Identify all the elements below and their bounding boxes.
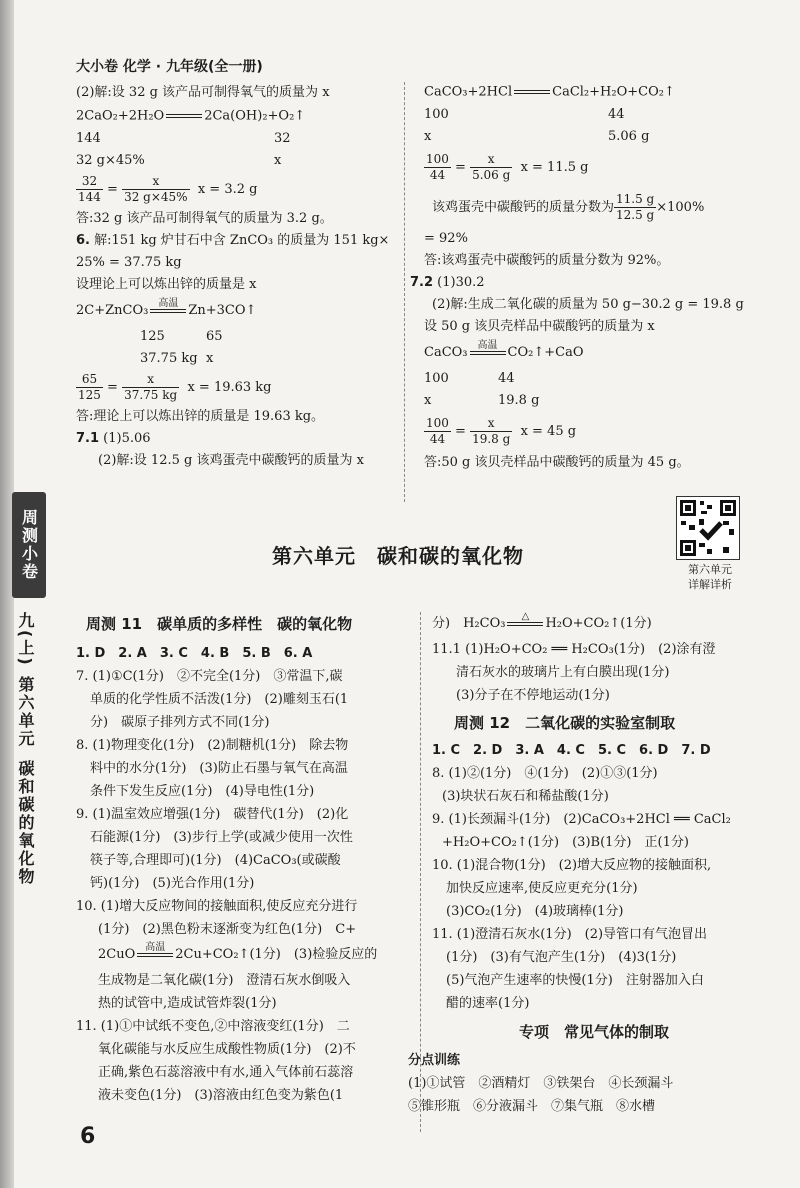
column-divider — [404, 82, 405, 502]
answer-line: 条件下发生反应(1分) (4)导电性(1分) — [90, 784, 315, 799]
answer-line: (5)气泡产生速率的快慢(1分) 注射器加入白 — [446, 973, 704, 988]
molar-mass-1: 100 — [424, 371, 449, 386]
qr-code-icon[interactable] — [676, 496, 740, 560]
q7-1 — [76, 428, 394, 450]
equals-sign — [150, 299, 186, 323]
answer-line: 料中的水分(1分) (3)防止石墨与氧气在高温 — [90, 761, 348, 776]
page-number: 6 — [80, 1124, 96, 1149]
molar-mass-1: 125 — [140, 329, 165, 344]
answer-line: (3)分子在不停地运动(1分) — [456, 688, 610, 703]
answer-line: 清石灰水的玻璃片上有白膜出现(1分) — [456, 665, 670, 680]
q7-2: (2)解:设 12.5 g 该鸡蛋壳中碳酸钙的质量为 x — [98, 453, 364, 468]
amount-2: 19.8 g — [498, 393, 540, 408]
question-number: 7.2 — [410, 275, 434, 290]
fraction: $\frac{11.5 g}{12.5 g}$ — [616, 192, 655, 222]
condition: 高温 — [145, 941, 166, 953]
molar-mass-1: 100 — [424, 107, 449, 122]
q6-line3: 设理论上可以炼出锌的质量是 x — [76, 277, 257, 292]
answer-line: (3)块状石灰石和稀盐酸(1分) — [442, 789, 609, 804]
qr-label — [672, 562, 748, 592]
fraction: $\frac{32}{144}$ — [78, 174, 101, 204]
equals-sign — [514, 80, 550, 104]
products: 2Cu+CO₂↑(1分) (3)检验反应的 — [175, 947, 378, 962]
answer-line: 热的试管中,造成试管炸裂(1分) — [98, 996, 277, 1011]
molar-mass-1: 144 — [76, 131, 101, 146]
reactants: CaCO₃ — [424, 345, 468, 360]
fraction: $\frac{x}{37.75 kg}$ — [124, 372, 178, 402]
amount-1: x — [424, 393, 432, 408]
fraction: $\frac{x}{19.8 g}$ — [472, 416, 511, 446]
subsection-title: 分点训练 — [408, 1053, 461, 1068]
answer-line: +H₂O+CO₂↑(1分) (3)B(1分) 正(1分) — [442, 835, 689, 850]
products: 2Ca(OH)₂+O₂↑ — [204, 108, 306, 124]
answer-line — [76, 941, 404, 969]
unit-title: 第六单元 碳和碳的氧化物 — [272, 544, 524, 568]
pct-tail: ×100% — [656, 200, 705, 215]
q6-line1 — [76, 230, 394, 252]
side-unit: 第六单元 — [16, 676, 35, 748]
amount-2: x — [206, 351, 214, 366]
question-number: 6. — [76, 233, 90, 248]
r-percentage — [424, 188, 754, 228]
answer-line: 11. (1)①中试纸不变色,②中溶液变红(1分) 二 — [76, 1019, 350, 1034]
answer-line: 液未变色(1分) (3)溶液由红色变为紫色(1 — [98, 1088, 344, 1103]
molar-mass-2: 32 — [274, 131, 291, 146]
condition: △ — [521, 610, 530, 622]
answer-line: 筷子等,合理即可)(1分) (4)CaCO₃(或碳酸 — [90, 853, 341, 868]
reactants: 2CaO₂+2H₂O — [76, 108, 165, 124]
right-column — [410, 80, 754, 474]
result: x = 3.2 g — [197, 182, 258, 197]
page-header: 大小卷 化学 · 九年级(全一册) — [76, 59, 263, 75]
q72-answer: 答:50 g 该贝壳样品中碳酸钙的质量为 45 g。 — [424, 455, 690, 470]
q72-2b: 设 50 g 该贝壳样品中碳酸钙的质量为 x — [424, 319, 655, 334]
answer-line: (1)①试管 ②酒精灯 ③铁架台 ④长颈漏斗 — [408, 1076, 674, 1091]
answer-line: ⑤锥形瓶 ⑥分液漏斗 ⑦集气瓶 ⑧水槽 — [408, 1099, 656, 1114]
products: H₂O+CO₂↑(1分) — [545, 616, 652, 631]
amount-1: 32 g×45% — [76, 153, 145, 168]
answer-line: 1. D 2. A 3. C 4. B 5. B 6. A — [76, 646, 313, 661]
q5-2-amounts — [76, 150, 394, 172]
fraction: $\frac{100}{44}$ — [426, 416, 449, 446]
q72-amounts — [424, 390, 754, 412]
products: Zn+3CO↑ — [188, 303, 257, 318]
side-tab-label: 周测小卷 — [19, 509, 39, 581]
pct-text: 该鸡蛋壳中碳酸钙的质量分数为 — [432, 200, 615, 215]
answer-line: 10. (1)混合物(1分) (2)增大反应物的接触面积, — [432, 858, 712, 873]
answer-line: 钙)(1分) (5)光合作用(1分) — [90, 876, 255, 891]
q72-1 — [410, 272, 754, 294]
fraction: $\frac{100}{44}$ — [426, 152, 449, 182]
q6-equation — [76, 296, 394, 326]
answer-line: 1. C 2. D 3. A 4. C 5. C 6. D 7. D — [432, 743, 711, 758]
answer-line: 9. (1)温室效应增强(1分) 碳替代(1分) (2)化 — [76, 807, 349, 822]
answer-line: 石能源(1分) (3)步行上学(或减少使用一次性 — [90, 830, 353, 845]
q6-answer: 答:理论上可以炼出锌的质量是 19.63 kg。 — [76, 409, 325, 424]
result: x = 45 g — [520, 424, 577, 439]
answer-line: 生成物是二氧化碳(1分) 澄清石灰水倒吸入 — [98, 973, 351, 988]
reactants: 2C+ZnCO₃ — [76, 303, 149, 318]
q5-2-proportion: $\frac{32}{144}$ = $\frac{x}{32 g\times 45\%}$ x = 3.2 g — [78, 174, 258, 204]
side-grade: 九(上) — [16, 612, 35, 667]
reactants: 2CuO — [98, 947, 136, 962]
answer-line: 7. (1)①C(1分) ②不完全(1分) ③常温下,碳 — [76, 669, 343, 684]
equals-sign — [166, 104, 202, 128]
answer-line: 11.1 (1)H₂O+CO₂ ══ H₂CO₃(1分) (2)涂有澄 — [432, 642, 716, 657]
r-amounts — [424, 126, 754, 148]
answer-line: 氧化碳能与水反应生成酸性物质(1分) (2)不 — [98, 1042, 356, 1057]
r-proportion: $\frac{100}{44}$ = $\frac{x}{5.06 g}$ x = 11.5 g — [426, 152, 589, 182]
amount-1: x — [424, 129, 432, 144]
q6-masses — [76, 326, 394, 348]
answer-line: 10. (1)增大反应物间的接触面积,使反应充分进行 — [76, 899, 358, 914]
r-equation — [424, 80, 754, 104]
amount-2: 5.06 g — [608, 129, 650, 144]
section-title-week11: 周测 11 碳单质的多样性 碳的氧化物 — [86, 615, 353, 633]
r-masses — [424, 104, 754, 126]
q5-2-answer: 答:32 g 该产品可制得氧气的质量为 3.2 g。 — [76, 211, 333, 226]
answer-line: (3)CO₂(1分) (4)玻璃棒(1分) — [446, 904, 624, 919]
result: x = 19.63 kg — [187, 380, 272, 395]
left-column — [76, 82, 394, 472]
answer-line — [432, 610, 756, 638]
q72-2a: (2)解:生成二氧化碳的质量为 50 g−30.2 g = 19.8 g — [432, 297, 744, 312]
result: x = 11.5 g — [520, 160, 589, 175]
fraction: $\frac{65}{125}$ — [78, 372, 101, 402]
products: CaCl₂+H₂O+CO₂↑ — [552, 84, 675, 100]
qr-label-line2: 详解详析 — [688, 578, 732, 591]
side-tab — [12, 492, 46, 598]
answer-line: 9. (1)长颈漏斗(1分) (2)CaCO₃+2HCl ══ CaCl₂ — [432, 812, 731, 827]
answer-line: (1分) (2)黑色粉末逐渐变为红色(1分) C+ — [98, 922, 357, 937]
molar-mass-2: 44 — [498, 371, 515, 386]
amount-2: x — [274, 153, 282, 168]
molar-mass-2: 65 — [206, 329, 223, 344]
side-topic: 碳和碳的氧化物 — [16, 760, 35, 886]
answer-line: 单质的化学性质不活泼(1分) (2)雕刻玉石(1 — [90, 692, 349, 707]
bottom-left-column — [76, 610, 404, 1107]
q6-proportion: $\frac{65}{125}$ = $\frac{x}{37.75 kg}$ x = 19.63 kg — [78, 372, 272, 402]
reactants: 分) H₂CO₃ — [432, 616, 506, 631]
equals-sign — [137, 943, 173, 967]
q5-2-equation — [76, 104, 394, 128]
products: CO₂↑+CaO — [507, 345, 584, 360]
condition: 高温 — [158, 297, 179, 309]
q72-1-text: (1)30.2 — [437, 275, 485, 290]
q6-line2: 25% = 37.75 kg — [76, 255, 182, 270]
q72-proportion: $\frac{100}{44}$ = $\frac{x}{19.8 g}$ x = 45 g — [426, 416, 577, 446]
equals-sign — [470, 341, 506, 365]
reactants: CaCO₃+2HCl — [424, 84, 513, 100]
answer-line: 8. (1)②(1分) ④(1分) (2)①③(1分) — [432, 766, 658, 781]
bottom-right-column — [408, 610, 756, 1118]
amount-1: 37.75 kg — [140, 351, 198, 366]
qr-label-line1: 第六单元 — [688, 563, 732, 576]
answer-line: 正确,紫色石蕊溶液中有水,通入气体前石蕊溶 — [98, 1065, 354, 1080]
q7-1-text: (1)5.06 — [103, 431, 151, 446]
q72-masses — [424, 368, 754, 390]
r-pct-eq: = 92% — [424, 231, 468, 246]
q5-2-masses — [76, 128, 394, 150]
q72-equation — [424, 338, 754, 368]
answer-line: 11. (1)澄清石灰水(1分) (2)导管口有气泡冒出 — [432, 927, 708, 942]
answer-line: 8. (1)物理变化(1分) (2)制糖机(1分) 除去物 — [76, 738, 349, 753]
answer-line: 分) 碳原子排列方式不同(1分) — [90, 715, 270, 730]
q6-text: 解:151 kg 炉甘石中含 ZnCO₃ 的质量为 151 kg× — [94, 233, 390, 248]
condition: 高温 — [477, 339, 498, 351]
answer-line: (1分) (3)有气泡产生(1分) (4)3(1分) — [446, 950, 677, 965]
equals-sign — [507, 612, 543, 636]
answer-line: 加快反应速率,使反应更充分(1分) — [446, 881, 638, 896]
section-title-special: 专项 常见气体的制取 — [518, 1023, 669, 1041]
fraction: $\frac{x}{32 g\times 45\%}$ — [124, 174, 188, 204]
question-number: 7.1 — [76, 431, 100, 446]
molar-mass-2: 44 — [608, 107, 625, 122]
section-title-week12: 周测 12 二氧化碳的实验室制取 — [454, 714, 676, 732]
fraction: $\frac{x}{5.06 g}$ — [472, 152, 511, 182]
q6-amounts — [76, 348, 394, 370]
q5-2-intro: (2)解:设 32 g 该产品可制得氧气的质量为 x — [76, 85, 330, 100]
r-answer1: 答:该鸡蛋壳中碳酸钙的质量分数为 92%。 — [424, 253, 670, 268]
answer-line: 醋的速率(1分) — [446, 996, 530, 1011]
